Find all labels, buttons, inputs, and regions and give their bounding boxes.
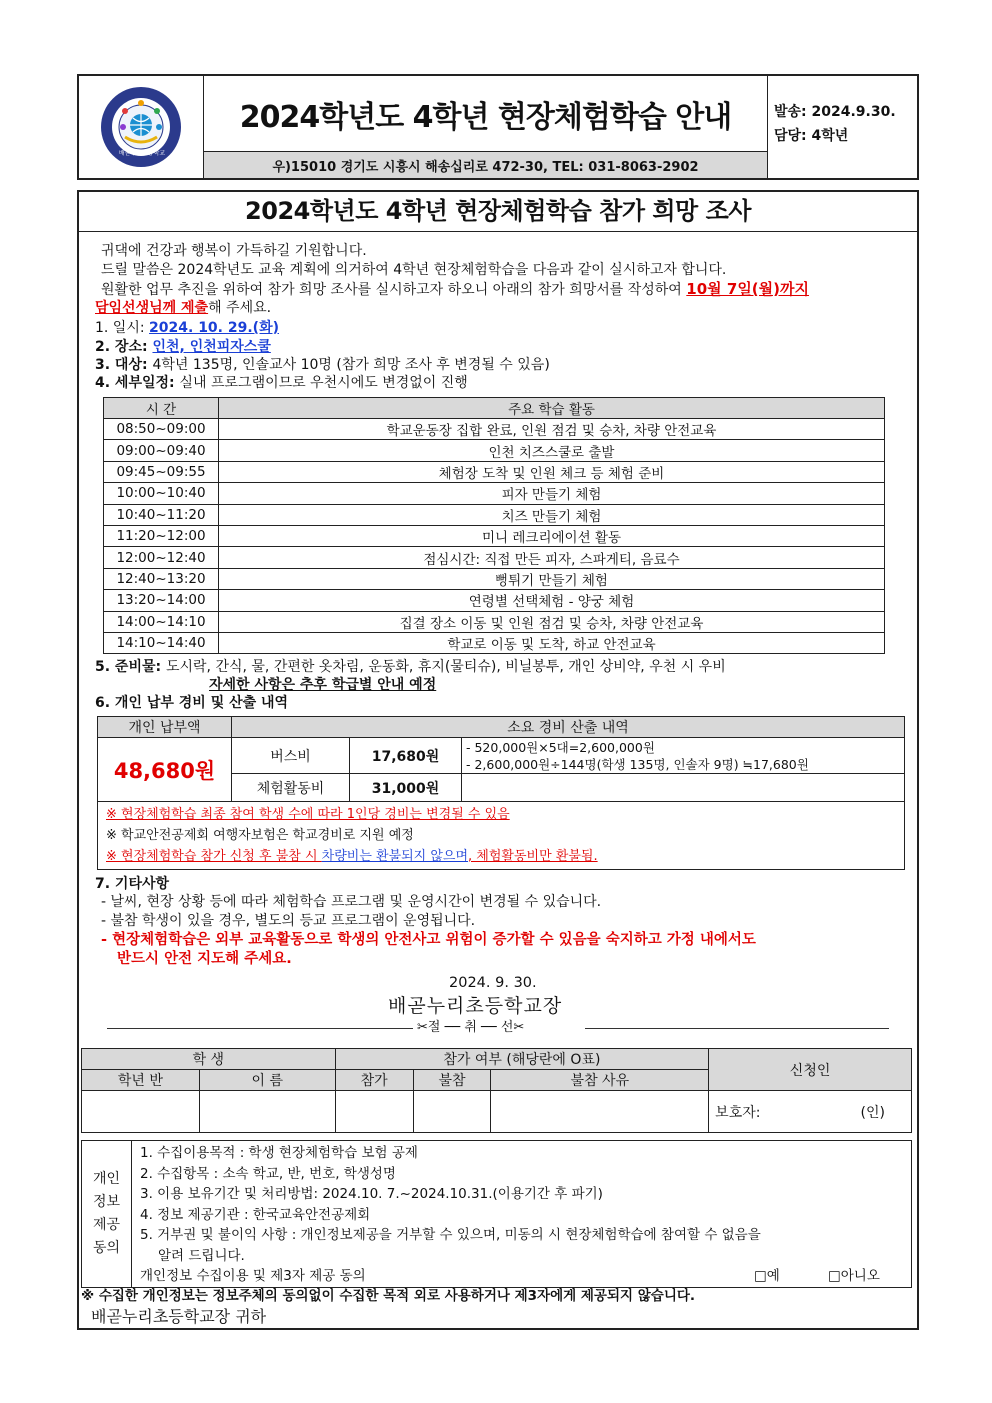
issue-date: 발송: 2024.9.30.: [774, 104, 896, 120]
consent-no-checkbox[interactable]: □아니오: [828, 1268, 880, 1284]
schedule-activity: 치즈 만들기 체험: [219, 504, 885, 525]
document-header: [77, 74, 919, 180]
intro-line-4: [95, 299, 271, 317]
cut-line-right: [585, 1028, 889, 1029]
student-name-field[interactable]: [199, 1091, 335, 1133]
intro-line-3-text: 원활한 업무 추진을 위하여 참가 희망 조사를 실시하고자 하오니 아래의 참가 희망서를 작성하여: [101, 282, 687, 298]
item-target-label: 3. 대상:: [95, 357, 153, 373]
schedule-time: 13:20~14:00: [104, 590, 219, 611]
privacy-item-3: 3. 이용 보유기간 및 처리방법: 2024.10. 7.~2024.10.31.(이용기간 후 파기): [140, 1186, 603, 1202]
table-row: [104, 525, 885, 546]
schedule-activity: 인천 치즈스쿨로 출발: [219, 440, 885, 461]
schedule-activity: 피자 만들기 체험: [219, 483, 885, 504]
table-row: [104, 590, 885, 611]
cost-col-detail: 소요 경비 산출 내역: [232, 717, 905, 738]
table-row: [104, 419, 885, 440]
application-table: [81, 1048, 912, 1133]
schedule-activity: 연령별 선택체험 - 양궁 체험: [219, 590, 885, 611]
privacy-content: [132, 1141, 912, 1288]
header-title-cell: [204, 76, 768, 152]
schedule-col-time: 시 간: [104, 398, 219, 419]
activity-fee-amount: 31,000원: [350, 774, 462, 802]
table-row: [104, 483, 885, 504]
bus-fee-calc: [462, 738, 905, 774]
logo-cell: [79, 76, 204, 178]
apply-absent-reason: 불참 사유: [491, 1070, 709, 1091]
etc-section-title: 7. 기타사항: [95, 876, 170, 892]
schedule-time: 10:00~10:40: [104, 483, 219, 504]
header-meta: [768, 76, 917, 178]
header-title: 2024학년도 4학년 현장체험학습 안내: [239, 99, 732, 135]
cost-note-3: [106, 846, 904, 867]
item-schedule-value: 실내 프로그램이므로 우천시에도 변경없이 진행: [179, 375, 468, 391]
absent-reason-field[interactable]: [491, 1091, 709, 1133]
schedule-activity: 학교운동장 집합 완료, 인원 점검 및 승차, 차량 안전교육: [219, 419, 885, 440]
item-prep: [95, 658, 726, 676]
addressee: 배곧누리초등학교장 귀하: [91, 1307, 267, 1326]
schedule-activity: 점심시간: 직접 만든 피자, 스파게티, 음료수: [219, 547, 885, 568]
total-amount: 48,680원: [98, 738, 232, 802]
school-address: 우)15010 경기도 시흥시 해송십리로 472-30, TEL: 031-8063-2902: [204, 152, 768, 178]
privacy-item-4: 4. 정보 제공기관 : 한국교육안전공제회: [140, 1206, 371, 1223]
schedule-time: 12:00~12:40: [104, 547, 219, 568]
seal-label: (인): [860, 1104, 885, 1121]
logo-bottom-text: 배곧누리초등학교: [118, 150, 166, 157]
table-row: [104, 632, 885, 653]
apply-student-header: 학 생: [82, 1049, 336, 1070]
grade-class-field[interactable]: [82, 1091, 200, 1133]
table-row: [104, 568, 885, 589]
schedule-time: 14:10~14:40: [104, 632, 219, 653]
intro-line-2: 드릴 말씀은 2024학년도 교육 계획에 의거하여 4학년 현장체험학습을 다음과 같이 실시하고자 합니다.: [101, 262, 727, 278]
table-row: [104, 440, 885, 461]
apply-attend: 참가: [335, 1070, 413, 1091]
schedule-time: 14:00~14:10: [104, 611, 219, 632]
apply-applicant-header: 신청인: [709, 1049, 912, 1091]
item-place: [95, 338, 271, 356]
item-place-label: 2. 장소:: [95, 339, 153, 355]
privacy-footer-note: ※ 수집한 개인정보는 정보주체의 동의없이 수집한 목적 외로 사용하거나 제3자에게 제공되지 않습니다.: [81, 1288, 696, 1304]
privacy-item-1: 1. 수집이용목적 : 학생 현장체험학습 보험 공제: [140, 1145, 418, 1161]
etc-line-4: 반드시 안전 지도해 주세요.: [117, 951, 292, 967]
intro-line-4-text: 해 주세요.: [208, 300, 272, 316]
cost-table: [97, 716, 905, 870]
apply-absent: 불참: [413, 1070, 491, 1091]
table-row: [104, 461, 885, 482]
schedule-activity: 체험장 도착 및 인원 체크 등 체험 준비: [219, 461, 885, 482]
survey-title: 2024학년도 4학년 현장체험학습 참가 희망 조사: [79, 192, 917, 232]
schedule-col-activity: 주요 학습 활동: [219, 398, 885, 419]
cut-line-left: [107, 1028, 413, 1029]
consent-yes-checkbox[interactable]: □예: [754, 1268, 780, 1284]
schedule-activity: 학교로 이동 및 도착, 하교 안전교육: [219, 632, 885, 653]
cost-note-1: ※ 현장체험학습 최종 참여 학생 수에 따라 1인당 경비는 변경될 수 있음: [106, 807, 510, 822]
bus-fee-amount: 17,680원: [350, 738, 462, 774]
cost-notes: [98, 802, 905, 870]
schedule-table: [103, 397, 885, 654]
schedule-header-row: [104, 398, 885, 419]
prep-note: 자세한 사항은 추후 학급별 안내 예정: [209, 677, 437, 693]
cost-note-2: ※ 학교안전공제회 여행자보험은 학교경비로 지원 예정: [106, 828, 414, 843]
deadline: 10월 7일(월)까지: [686, 280, 809, 298]
privacy-consent-row: [140, 1266, 911, 1287]
schedule-time: 08:50~09:00: [104, 419, 219, 440]
table-row: [104, 611, 885, 632]
guardian-label: 보호자:: [715, 1104, 761, 1121]
cost-section-title: 6. 개인 납부 경비 및 산출 내역: [95, 695, 289, 711]
schedule-time: 11:20~12:00: [104, 525, 219, 546]
schedule-time: 12:40~13:20: [104, 568, 219, 589]
privacy-item-2: 2. 수집항목 : 소속 학교, 반, 번호, 학생성명: [140, 1165, 396, 1182]
item-schedule: [95, 374, 468, 392]
cut-line-label: ✂절 ── 취 ── 선✂: [417, 1020, 525, 1035]
privacy-label: 개인정보제공동의: [92, 1170, 121, 1256]
privacy-item-5a: 5. 거부권 및 불이익 사항 : 개인정보제공을 거부할 수 있으며, 미동의 시 현장체험학습에 참여할 수 없음을: [140, 1227, 761, 1243]
bus-calc-line-1: - 520,000원×5대=2,600,000원: [466, 739, 655, 755]
item-prep-label: 5. 준비물:: [95, 659, 166, 675]
etc-line-1: - 날씨, 현장 상황 등에 따라 체험학습 프로그램 및 운영시간이 변경될 수 있습니다.: [101, 894, 602, 910]
bus-calc-line-2: - 2,600,000원÷144명(학생 135명, 인솔자 9명) ≒17,680원: [466, 756, 809, 772]
cost-col-amount: 개인 납부액: [98, 717, 232, 738]
item-date-label: 1. 일시:: [95, 320, 150, 336]
item-place-value: 인천, 인천피자스쿨: [152, 339, 271, 355]
attend-field[interactable]: [335, 1091, 413, 1133]
apply-name: 이 름: [199, 1070, 335, 1091]
schedule-time: 10:40~11:20: [104, 504, 219, 525]
etc-line-2: - 불참 학생이 있을 경우, 별도의 등교 프로그램이 운영됩니다.: [101, 913, 476, 929]
contact: 담당: 4학년: [774, 128, 849, 144]
apply-grade-class: 학년 반: [82, 1070, 200, 1091]
item-target: [95, 356, 550, 374]
apply-participation-header: 참가 여부 (해당란에 O표): [335, 1049, 709, 1070]
item-prep-value: 도시락, 간식, 물, 간편한 옷차림, 운동화, 휴지(물티슈), 비닐봉투, 개인 상비약, 우천 시 우비: [165, 659, 726, 675]
schedule-activity: 뻥튀기 만들기 체험: [219, 568, 885, 589]
cost-note-3b: 차량비는 환불되지 않으며: [321, 849, 469, 864]
schedule-time: 09:00~09:40: [104, 440, 219, 461]
privacy-label-cell: [82, 1141, 132, 1288]
etc-line-3: - 현장체험학습은 외부 교육활동으로 학생의 안전사고 위험이 증가할 수 있음을 숙지하고 가정 내에서도: [101, 932, 756, 948]
table-row: [104, 547, 885, 568]
table-row: [104, 504, 885, 525]
schedule-activity: 집결 장소 이동 및 인원 점검 및 승차, 차량 안전교육: [219, 611, 885, 632]
survey-form: [77, 190, 919, 1330]
bus-fee-label: 버스비: [232, 738, 350, 774]
activity-fee-calc: [462, 774, 905, 802]
item-date: [95, 319, 279, 337]
privacy-consent-text: 개인정보 수집이용 및 제3자 제공 동의: [140, 1268, 366, 1284]
intro-line-3: [101, 280, 809, 299]
principal-name: 배곧누리초등학교장: [388, 995, 563, 1017]
item-date-value: 2024. 10. 29.(화): [149, 320, 279, 336]
cost-note-3c: , 체험활동비만 환불됨.: [468, 849, 598, 864]
privacy-consent-table: [81, 1140, 912, 1288]
activity-fee-label: 체험활동비: [232, 774, 350, 802]
cost-note-3a: ※ 현장체험학습 참가 신청 후 불참 시: [106, 849, 322, 864]
schedule-activity: 미니 레크리에이션 활동: [219, 525, 885, 546]
submit-to-teacher: 담임선생님께 제출: [95, 300, 209, 316]
item-target-value: 4학년 135명, 인솔교사 10명 (참가 희망 조사 후 변경될 수 있음): [152, 357, 550, 373]
privacy-item-5b: 알려 드립니다.: [158, 1247, 245, 1264]
notice-date: 2024. 9. 30.: [449, 975, 537, 991]
schedule-time: 09:45~09:55: [104, 461, 219, 482]
guardian-signature-field[interactable]: [709, 1091, 912, 1133]
intro-line-1: 귀댁에 건강과 행복이 가득하길 기원합니다.: [101, 243, 367, 259]
item-schedule-label: 4. 세부일정:: [95, 375, 180, 391]
absent-field[interactable]: [413, 1091, 491, 1133]
